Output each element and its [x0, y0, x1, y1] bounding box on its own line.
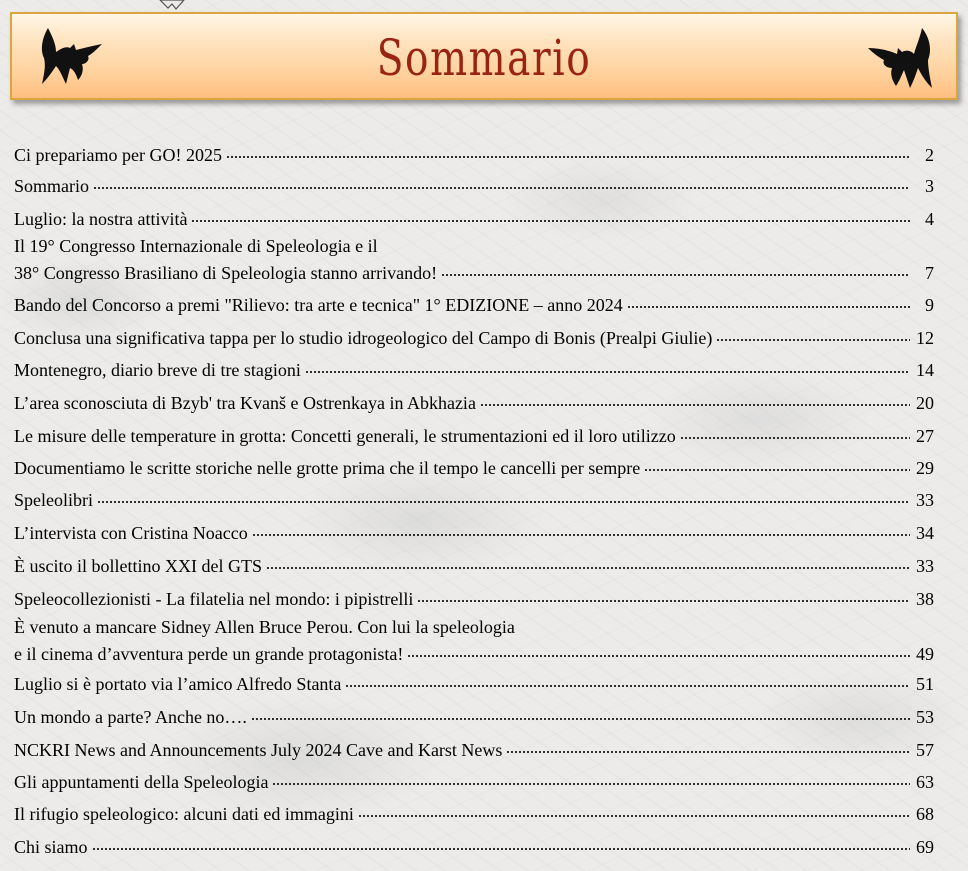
toc-entry-title: Speleolibri: [14, 490, 93, 510]
leader-dots: [251, 701, 910, 723]
toc-entry[interactable]: [14, 420, 934, 447]
toc-entry-title: Un mondo a parte? Anche no….: [14, 707, 247, 727]
leader-dots: [417, 583, 910, 605]
leader-dots: [716, 322, 910, 344]
toc-entry-title: Conclusa una significativa tappa per lo studio idrogeologico del Campo di Bonis (Prealpi Giulie): [14, 328, 713, 348]
leader-dots: [272, 766, 910, 788]
toc-entry-page: 14: [916, 360, 934, 380]
toc-entry-page: 29: [916, 458, 934, 478]
leader-dots: [92, 831, 910, 853]
toc-entry-title: Gli appuntamenti della Speleologia: [14, 772, 269, 792]
leader-dots: [506, 734, 910, 756]
toc-entry[interactable]: [14, 831, 934, 858]
page-title: Sommario: [376, 29, 592, 87]
toc-entry[interactable]: [14, 387, 934, 414]
leader-dots: [266, 550, 910, 572]
toc-entry-title: Chi siamo: [14, 837, 88, 857]
toc-entry-page: 38: [916, 589, 934, 609]
toc-entry[interactable]: [14, 766, 934, 793]
toc-entry-title: Speleocollezionisti - La filatelia nel mondo: i pipistrelli: [14, 589, 414, 609]
leader-dots: [441, 257, 910, 279]
toc-entry-title: Le misure delle temperature in grotta: Concetti generali, le strumentazioni ed il loro utilizzo: [14, 426, 676, 446]
toc-entry-page: 51: [916, 674, 934, 694]
leader-dots: [226, 139, 910, 161]
toc-entry[interactable]: [14, 798, 934, 825]
leader-dots: [97, 484, 910, 506]
toc-entry-page: 33: [916, 556, 934, 576]
toc-entry[interactable]: [14, 484, 934, 511]
toc-entry-page: 49: [916, 644, 934, 664]
toc-entry[interactable]: [14, 354, 934, 381]
bat-icon: [864, 24, 944, 96]
toc-entry[interactable]: [14, 583, 934, 610]
leader-dots: [480, 387, 910, 409]
leader-dots: [407, 638, 910, 660]
bat-icon: [26, 24, 106, 96]
toc-entry-title: L’intervista con Cristina Noacco: [14, 523, 248, 543]
toc-entry[interactable]: [14, 668, 934, 695]
toc-entry[interactable]: [14, 734, 934, 761]
toc-entry-title: 38° Congresso Brasiliano di Speleologia stanno arrivando!: [14, 263, 438, 283]
toc-entry[interactable]: [14, 203, 934, 230]
toc-entry[interactable]: [14, 701, 934, 728]
toc-entry-page: 53: [916, 707, 934, 727]
toc-entry-page: 4: [925, 209, 934, 229]
toc-entry-title: Documentiamo le scritte storiche nelle grotte prima che il tempo le cancelli per sempre: [14, 458, 641, 478]
toc-entry-page: 20: [916, 393, 934, 413]
leader-dots: [358, 798, 910, 820]
toc-entry-page: 2: [925, 145, 934, 165]
toc-entry[interactable]: [14, 452, 934, 479]
toc-entry-title: Bando del Concorso a premi "Rilievo: tra arte e tecnica" 1° EDIZIONE – anno 2024: [14, 295, 623, 315]
title-banner: [10, 12, 958, 100]
toc-entry[interactable]: [14, 139, 934, 166]
toc-entry[interactable]: [14, 235, 934, 284]
toc-entry-page: 27: [916, 426, 934, 446]
toc-entry[interactable]: [14, 550, 934, 577]
toc-entry-page: 7: [925, 263, 934, 283]
leader-dots: [191, 203, 910, 225]
leader-dots: [644, 452, 910, 474]
toc-entry-page: 12: [916, 328, 934, 348]
toc-entry[interactable]: [14, 322, 934, 349]
leader-dots: [93, 170, 910, 192]
toc-entry[interactable]: [14, 170, 934, 197]
toc-entry-title: Montenegro, diario breve di tre stagioni: [14, 360, 301, 380]
toc-entry-title: Ci prepariamo per GO! 2025: [14, 145, 222, 165]
toc-entry[interactable]: [14, 517, 934, 544]
leader-dots: [680, 420, 910, 442]
toc-entry-title: L’area sconosciuta di Bzyb' tra Kvanš e Ostrenkaya in Abkhazia: [14, 393, 476, 413]
toc-entry[interactable]: [14, 616, 934, 665]
toc-entry-page: 3: [925, 176, 934, 196]
leader-dots: [345, 668, 910, 690]
toc-entry-title: NCKRI News and Announcements July 2024 Cave and Karst News: [14, 740, 503, 760]
leader-dots: [252, 517, 910, 539]
toc-entry-title-line1: Il 19° Congresso Internazionale di Speleologia e il: [14, 236, 378, 256]
toc-entry-title-line1: È venuto a mancare Sidney Allen Bruce Perou. Con lui la speleologia: [14, 617, 515, 637]
toc-entry-page: 69: [916, 837, 934, 857]
toc-entry-page: 34: [916, 523, 934, 543]
toc-entry-title: È uscito il bollettino XXI del GTS: [14, 556, 262, 576]
leader-dots: [627, 289, 910, 311]
toc-entry-title: Luglio si è portato via l’amico Alfredo Stanta: [14, 674, 342, 694]
toc-entry-page: 63: [916, 772, 934, 792]
toc-entry-title: e il cinema d’avventura perde un grande protagonista!: [14, 644, 404, 664]
toc-entry-title: Il rifugio speleologico: alcuni dati ed immagini: [14, 804, 354, 824]
toc-entry-page: 68: [916, 804, 934, 824]
toc-entry-title: Luglio: la nostra attività: [14, 209, 188, 229]
toc-entry-page: 57: [916, 740, 934, 760]
toc-entry[interactable]: [14, 289, 934, 316]
toc-entry-title: Sommario: [14, 176, 89, 196]
leader-dots: [305, 354, 910, 376]
toc-entry-page: 9: [925, 295, 934, 315]
bat-icon: [158, 0, 188, 10]
toc-entry-page: 33: [916, 490, 934, 510]
